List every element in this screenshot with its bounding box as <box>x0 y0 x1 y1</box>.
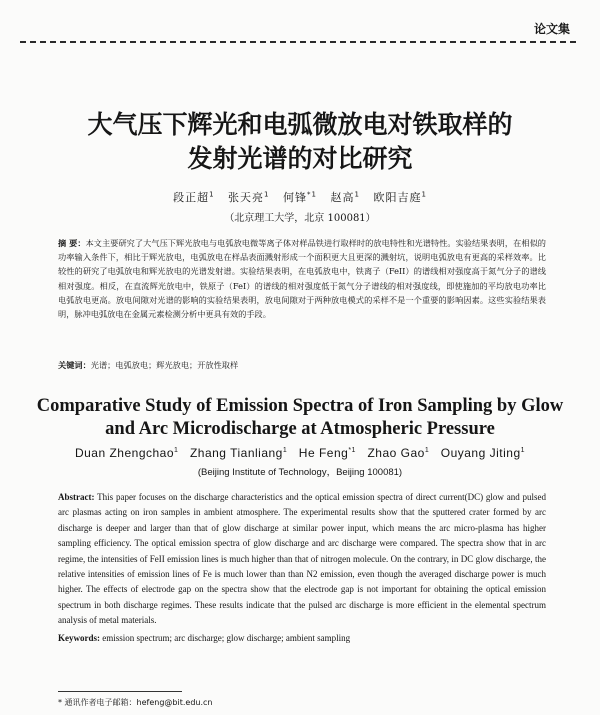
english-keywords-label: Keywords: <box>58 633 100 643</box>
english-abstract-label: Abstract: <box>58 492 95 502</box>
chinese-keywords <box>58 358 546 372</box>
english-title-line-2: and Arc Microdischarge at Atmospheric Pressure <box>105 419 495 439</box>
header-dashed-rule <box>20 41 576 43</box>
chinese-author: 赵高$^1$ <box>330 190 360 204</box>
chinese-abstract <box>58 236 546 321</box>
footnote-label: * 通讯作者电子邮箱： <box>58 698 137 707</box>
chinese-keywords-label: 关键词： <box>58 360 91 370</box>
english-affiliation: (Beijing Institute of Technology，Beijing 100081) <box>197 467 403 478</box>
chinese-title-line-1: 大气压下辉光和电弧微放电对铁取样的 <box>87 110 513 139</box>
chinese-author: 欧阳吉庭$^1$ <box>373 190 427 204</box>
english-author: Zhang Tianliang$^1$ <box>189 446 288 460</box>
chinese-author: 何锋$^{*1}$ <box>283 190 317 204</box>
english-title <box>0 395 600 441</box>
english-author: Duan Zhengchao$^1$ <box>74 446 179 460</box>
english-author: Zhao Gao$^1$ <box>367 446 430 460</box>
english-abstract <box>58 490 546 629</box>
english-author-list <box>0 446 600 460</box>
chinese-abstract-label: 摘 要： <box>58 238 86 248</box>
chinese-affiliation: （北京理工大学，北京 100081） <box>224 213 376 224</box>
footnote-rule <box>58 691 182 692</box>
chinese-abstract-text: 本文主要研究了大气压下辉光放电与电弧放电微等离子体对样品铁进行取样时的放电特性和光谱特性。实验结果表明，在相似的功率输入条件下，相比于辉光放电，电弧放电在样品表面溅射形成一个面积更大且更深的溅射坑，说明电弧放电有更高的采样效率。比较性的研究了电弧放电和辉光放电的光谱发射谱。实验结果表明，在电弧放电中，铁离子（FeII）的谱线相对强度高于氮气分子的谱线相对强度。相反，在直流辉光放电中，铁原子（FeI）的谱线的相对强度低于氮气分子谱线的相对强度线，即使施加的平均放电功率比电弧放电更高。放电间隙对光谱的影响的实验结果表明，放电间隙对于两种放电模式的采样不是一个重要的影响因素。这些实验结果表明，脉冲电弧放电在金属元素检测分析中更具有效的手段。 <box>58 238 546 320</box>
english-title-line-1: Comparative Study of Emission Spectra of Iron Sampling by Glow <box>36 396 564 416</box>
chinese-author: 段正超$^1$ <box>173 190 215 204</box>
english-author: He Feng$^{*1}$ <box>298 446 356 460</box>
english-keywords <box>58 631 546 645</box>
english-abstract-text: This paper focuses on the discharge characteristics and the optical emission spectra of direct current(DC) glow and pulsed arc plasmas acting on iron samples in ambient atmosphere. The experimental results show that the sputtered crater formed by arc discharge is deeper and larger than that of glow discharge at similar power input, which means the arc micro-plasma has higher sampling efficiency. The optical emission spectra of glow discharge and arc discharge were compared. The spectra show that in arc regime, the intensities of FeII emission lines is much higher than that of nitrogen molecule. On the contrary, in DC glow discharge, the relative intensities of emission lines of Fe is much lower than than N2 emission, even though the averaged discharge power is much higher. The effects of electrode gap on the spectra show that the electrode gap is not important for obtaining the optical emission spectrum in both discharge regimes. These results indicate that the pulsed arc discharge is more efficient in the elemental spectrum analysis of metal materials. <box>58 492 547 626</box>
chinese-title-line-2: 发射光谱的对比研究 <box>187 144 413 173</box>
english-keywords-text: emission spectrum; arc discharge; glow discharge; ambient sampling <box>102 633 351 643</box>
footnote-email[interactable]: hefeng@bit.edu.cn <box>136 698 213 707</box>
footnote <box>58 697 213 708</box>
chinese-author: 张天亮$^1$ <box>228 190 270 204</box>
chinese-author-list <box>0 189 600 205</box>
english-author: Ouyang Jiting$^1$ <box>440 446 526 460</box>
section-label: 论文集 <box>533 22 570 36</box>
chinese-title <box>0 108 600 176</box>
chinese-keywords-text: 光谱；电弧放电；辉光放电；开放性取样 <box>90 360 239 370</box>
